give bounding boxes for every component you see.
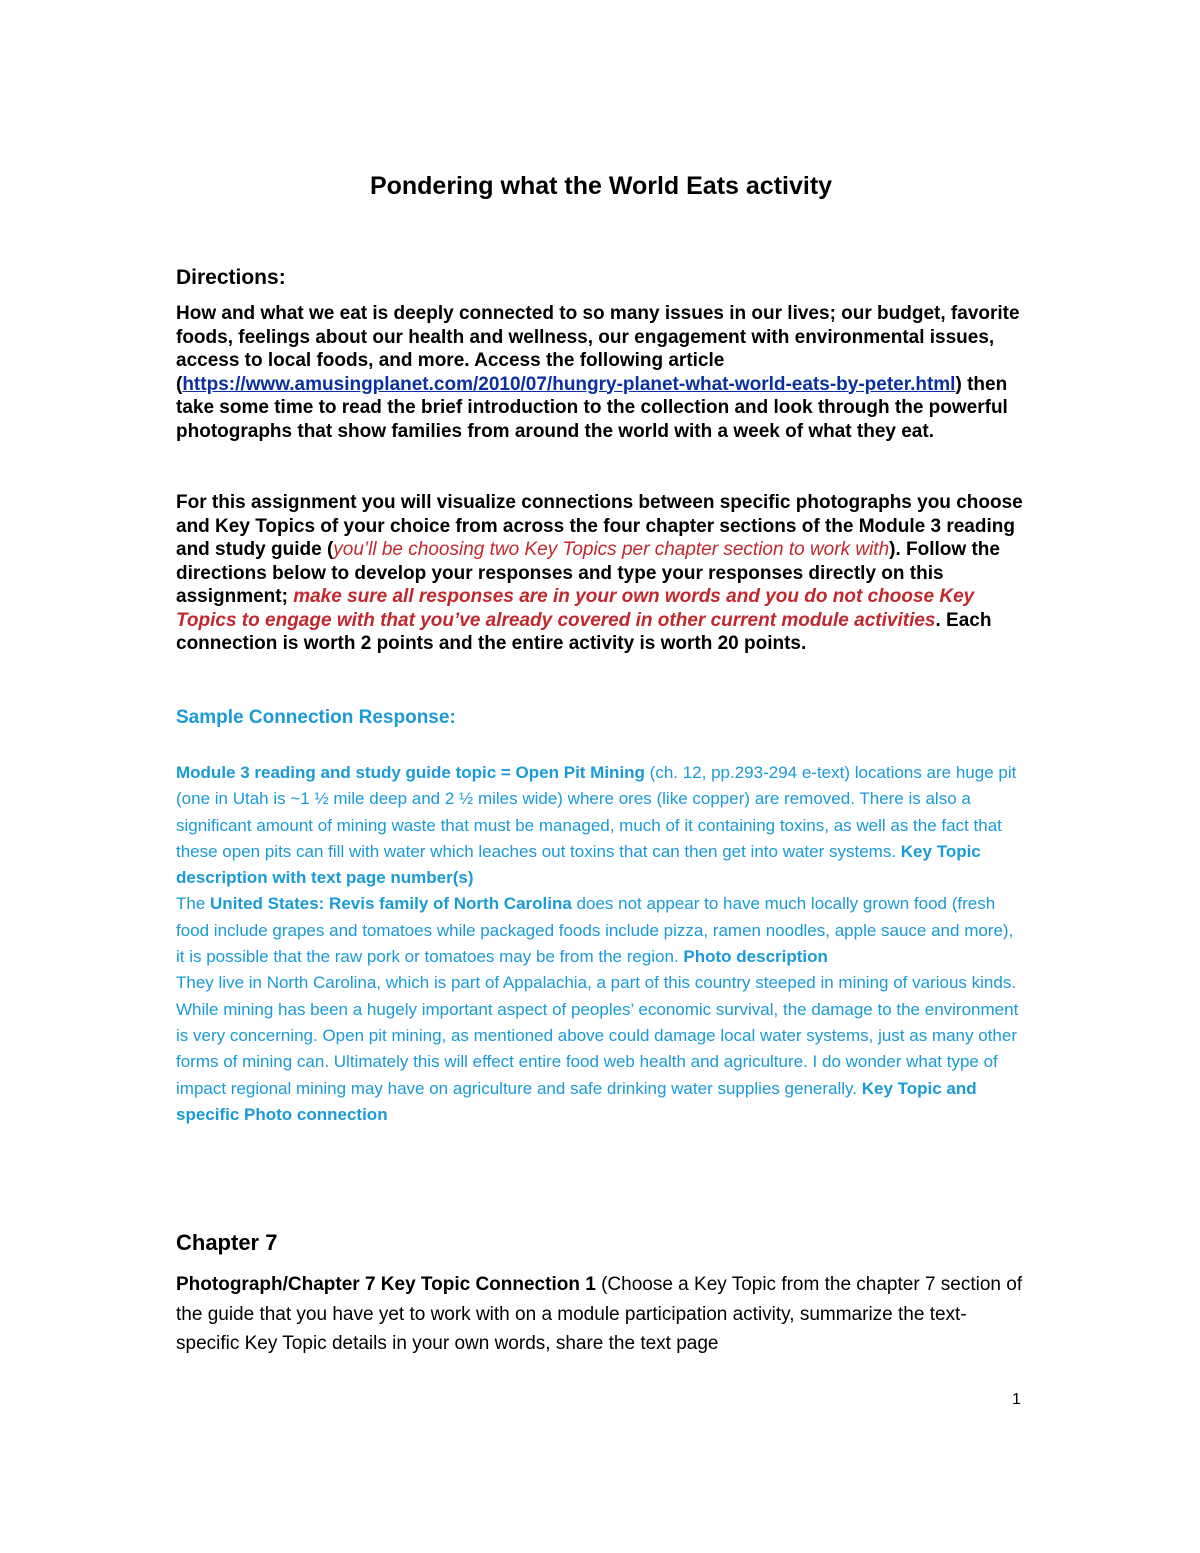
directions-p2-text-a: For this assignment you will visualize connections between specific photographs you choose and Key Topics of your choice from across the four chapter sections of the Module 3 reading and study guide ( (176, 492, 1023, 560)
sample-heading: Sample Connection Response: (176, 707, 456, 728)
sample-photo-text: does not appear to have much locally grown food (fresh food include grapes and tomatoes while packaged foods include pizza, ramen noodles, apple sauce and more), it is possible that the raw pork or tomatoes may be from the region. (176, 894, 1014, 967)
sample-connection-text: They live in North Carolina, which is part of Appalachia, a part of this country steeped in mining of various kinds. While mining has been a hugely important aspect of peoples’ economic survival, the damage to the environment is very concerning. Open pit mining, as mentioned above could damage local water systems, just as many other forms of mining can. Ultimately this will effect entire food web health and agriculture. I do wonder what type of impact regional mining may have on agriculture and safe drinking water supplies generally. (176, 973, 1019, 1098)
sample-topic: Module 3 reading and study guide topic = Open Pit Mining (176, 763, 645, 782)
sample-photo-label: Photo description (683, 947, 828, 967)
sample-photo-prefix: The (176, 894, 211, 914)
chapter-7-connection-1 (176, 1270, 1026, 1359)
sample-connection-label: Key Topic and specific Photo connection (176, 1078, 977, 1124)
sample-topic-text: (ch. 12, pp.293-294 e-text) locations are huge pit (one in Utah is ~1 ½ mile deep and 2 ½ miles wide) where ores (like copper) are removed. There is also a significant amount of mining waste that must be managed, much of it containing toxins, as well as the fact that these open pits can fill with water which leaches out toxins that can then get into water systems. (176, 763, 1017, 861)
directions-paragraph-1 (176, 302, 1026, 443)
sample-topic-label: Key Topic description with text page number(s) (176, 841, 981, 888)
page-number: 1 (1012, 1391, 1021, 1408)
directions-p1-text-a: How and what we eat is deeply connected to so many issues in our lives; our budget, favorite foods, feelings about our health and wellness, our engagement with environmental issues, access to local foods, and more. Access the following article ( (176, 303, 1020, 395)
directions-p1-text-b: ) then take some time to read the brief introduction to the collection and look through the powerful photographs that show families from around the world with a week of what they eat. (176, 373, 1008, 442)
directions-p2-text-c: . Each connection is worth 2 points and the entire activity is worth 20 points. (176, 609, 992, 654)
directions-paragraph-2 (176, 491, 1026, 656)
directions-p2-note: you’ll be choosing two Key Topics per chapter section to work with (333, 539, 890, 560)
sample-response (176, 760, 1026, 1128)
article-link[interactable]: https://www.amusingplanet.com/2010/07/hungry-planet-what-world-eats-by-peter.html (182, 373, 956, 395)
directions-p2-text-b: ). Follow the directions below to develop your responses and type your responses directly on this assignment; (176, 539, 1000, 607)
connection-1-title: Photograph/Chapter 7 Key Topic Connection 1 (176, 1274, 596, 1295)
directions-p2-warning: make sure all responses are in your own words and you do not choose Key Topics to engage with that you’ve already covered in other current module activities (176, 586, 975, 631)
connection-1-instructions: (Choose a Key Topic from the chapter 7 section of the guide that you have yet to work with on a module participation activity, summarize the text-specific Key Topic details in your own words, share the text page (176, 1274, 1023, 1354)
page-title: Pondering what the World Eats activity (369, 172, 833, 200)
chapter-7-heading: Chapter 7 (176, 1230, 278, 1255)
sample-photo-family: United States: Revis family of North Carolina (210, 894, 572, 914)
directions-heading: Directions: (176, 266, 286, 289)
